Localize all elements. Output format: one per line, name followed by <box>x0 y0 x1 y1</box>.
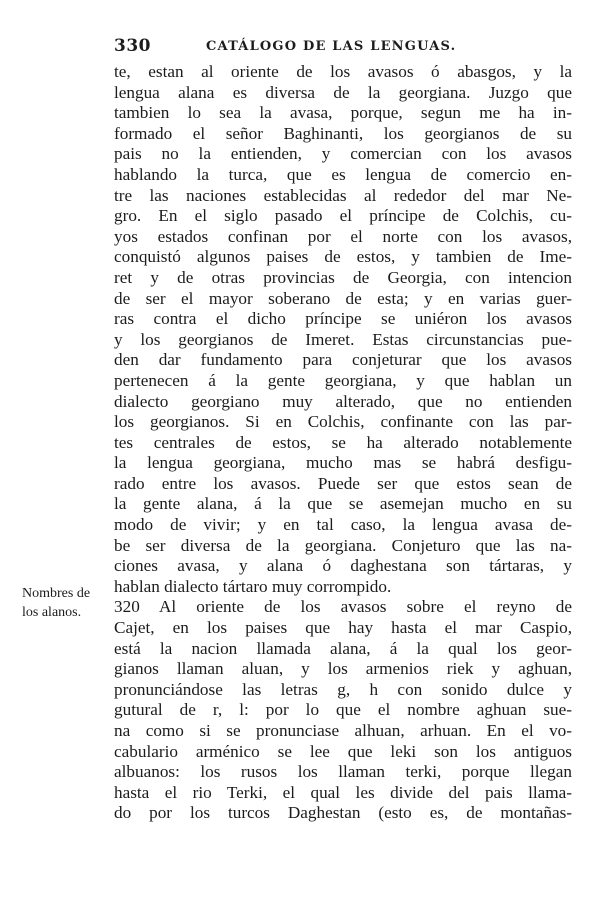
text-line: tambien lo sea la avasa, porque, segun me ha in- <box>114 103 572 123</box>
text-line: pais no la entienden, y comercian con los avasos <box>114 144 572 164</box>
body-text <box>114 62 572 824</box>
text-line: rado entre los avasos. Puede ser que estos sean de <box>114 473 572 493</box>
running-title: CATÁLOGO DE LAS LENGUAS. <box>206 39 457 54</box>
text-line: dialecto georgiano muy alterado, que no entienden <box>114 391 572 411</box>
text-line: te, estan al oriente de los avasos ó abasgos, y la <box>114 62 572 81</box>
text-line: la gente alana, á la que se asemejan mucho en su <box>114 494 572 514</box>
text-line: lengua alana es diversa de la georgiana. Juzgo que <box>114 82 572 102</box>
text-line: conquistó algunos paises de estos, y tambien de Ime- <box>114 247 572 267</box>
text-line: do por los turcos Daghestan (esto es, de montañas- <box>114 803 572 823</box>
text-line: de ser el mayor soberano de esta; y en varias guer- <box>114 288 572 308</box>
margin-note-line: Nombres de <box>22 586 91 601</box>
text-line: tes centrales de estos, se ha alterado notablemente <box>114 432 572 452</box>
text-line: na como si se pronunciase alhuan, arhuan. En el vo- <box>114 721 572 740</box>
margin-note <box>22 584 112 622</box>
text-line: hablando la turca, que es lengua de comercio en- <box>114 164 572 184</box>
text-line: gianos llaman aluan, y los armenios riek y aghuan, <box>114 659 572 679</box>
text-line: hasta el rio Terki, el qual les divide del pais llama- <box>114 782 572 802</box>
text-line: Cajet, en los paises que hay hasta el mar Caspio, <box>114 618 572 638</box>
text-line: albuanos: los rusos los llaman terki, porque llegan <box>114 762 572 782</box>
text-line: gutural de r, l: por lo que el nombre aghuan sue- <box>114 700 572 720</box>
text-line: ras contra el dicho príncipe se uniéron los avasos <box>114 309 572 329</box>
text-line: tre las naciones establecidas al rededor del mar Ne- <box>114 185 572 205</box>
text-line: la lengua georgiana, mucho mas se habrá desfigu- <box>114 453 572 473</box>
text-line: los georgianos. Si en Colchis, confinante con las par- <box>114 412 572 432</box>
text-line: está la nacion llamada alana, á la qual los geor- <box>114 638 572 658</box>
text-line: ret y de otras provincias de Georgia, con intencion <box>114 267 572 287</box>
text-line: pronunciándose las letras g, h con sonido dulce y <box>114 679 572 699</box>
text-line: formado el señor Baghinanti, los georgianos de su <box>114 123 572 143</box>
text-line: ciones avasa, y alana ó daghestana son tártaras, y <box>114 556 572 576</box>
text-line: 320 Al oriente de los avasos sobre el reyno de <box>114 597 572 617</box>
text-line: modo de vivir; y en tal caso, la lengua avasa de- <box>114 515 572 535</box>
text-line: y los georgianos de Imeret. Estas circunstancias pue- <box>114 329 572 349</box>
text-line: be ser diversa de la georgiana. Conjeturo que las na- <box>114 535 572 555</box>
text-line: gro. En el siglo pasado el príncipe de Colchis, cu- <box>114 206 572 226</box>
text-line: hablan dialecto tártaro muy corrompido. <box>114 576 392 596</box>
text-line: cabulario arménico se lee que leki son los antiguos <box>114 741 572 761</box>
margin-note-line: los alanos. <box>22 605 82 620</box>
page-number: 330 <box>114 36 151 56</box>
text-line: yos estados confinan por el norte con los avasos, <box>114 226 572 246</box>
text-line: pertenecen á la gente georgiana, y que hablan un <box>114 370 572 390</box>
text-line: den dar fundamento para conjeturar que los avasos <box>114 350 572 370</box>
page-header <box>114 36 574 60</box>
